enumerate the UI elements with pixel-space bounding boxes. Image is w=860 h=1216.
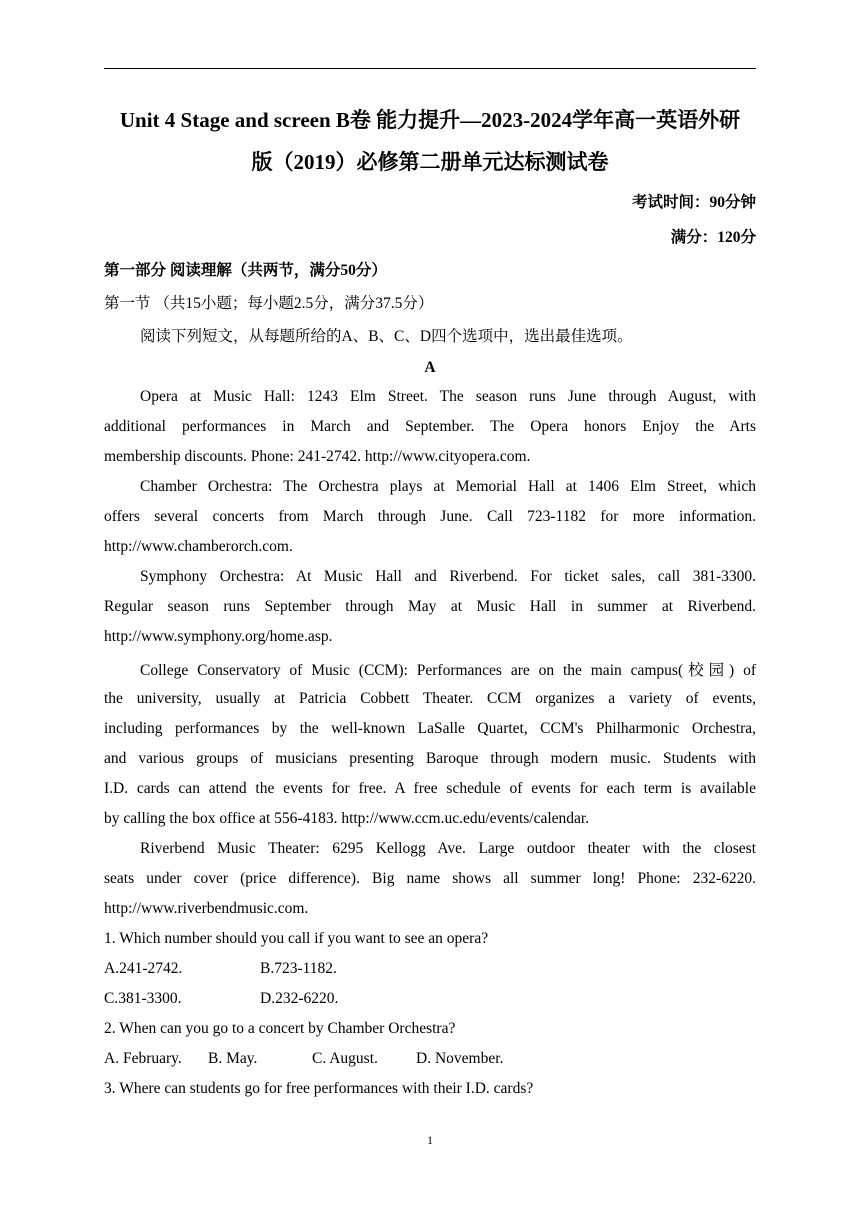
question-stem: 3. Where can students go for free performances with their I.D. cards?	[104, 1080, 534, 1097]
paragraph-line: including performances by the well-known LaSalle Quartet, CCM's Philharmonic Orchestra,	[104, 720, 756, 737]
instruction-text: 阅读下列短文，从每题所给的A、B、C、D四个选项中，选出最佳选项。	[140, 328, 633, 345]
part-heading: 第一部分 阅读理解（共两节，满分50分）	[104, 262, 387, 279]
question-stem: 1. Which number should you call if you want to see an opera?	[104, 930, 489, 947]
paragraph-line: College Conservatory of Music (CCM): Performances are on the main campus(校园) of	[140, 662, 756, 679]
page-title-line-2: 版（2019）必修第二册单元达标测试卷	[251, 150, 609, 174]
paragraph-line: Opera at Music Hall: 1243 Elm Street. The season runs June through August, with	[140, 388, 756, 405]
paragraph-line: http://www.chamberorch.com.	[104, 538, 293, 555]
paragraph-line: additional performances in March and September. The Opera honors Enjoy the Arts	[104, 418, 756, 435]
passage-label: A	[424, 359, 436, 376]
page-title-line-1: Unit 4 Stage and screen B卷 能力提升—2023-2024学年高一英语外研	[119, 108, 741, 132]
paragraph-line: I.D. cards can attend the events for free. A free schedule of events for each term is available	[104, 780, 756, 797]
question-option: A.241-2742.	[104, 960, 183, 977]
paragraph-line: Regular season runs September through May at Music Hall in summer at Riverbend.	[104, 598, 756, 615]
section-heading: 第一节 （共15小题；每小题2.5分，满分37.5分）	[104, 295, 434, 312]
paragraph-line: Symphony Orchestra: At Music Hall and Riverbend. For ticket sales, call 381-3300.	[140, 568, 756, 585]
header-rule	[104, 68, 756, 69]
exam-time: 考试时间：90分钟	[631, 194, 756, 211]
paragraph-line: Riverbend Music Theater: 6295 Kellogg Ave. Large outdoor theater with the closest	[140, 840, 756, 857]
paragraph-line: membership discounts. Phone: 241-2742. http://www.cityopera.com.	[104, 448, 531, 465]
question-option: D. November.	[416, 1050, 504, 1067]
page-number: 1	[427, 1133, 433, 1147]
full-score: 满分：120分	[670, 229, 756, 246]
paragraph-line: and various groups of musicians presenting Baroque through modern music. Students with	[104, 750, 756, 767]
paragraph-line: seats under cover (price difference). Big name shows all summer long! Phone: 232-6220.	[104, 870, 756, 887]
question-option: A. February.	[104, 1050, 182, 1067]
paragraph-line: http://www.symphony.org/home.asp.	[104, 628, 333, 645]
paragraph-line: Chamber Orchestra: The Orchestra plays at Memorial Hall at 1406 Elm Street, which	[140, 478, 756, 495]
question-option: C.381-3300.	[104, 990, 182, 1007]
paragraph-line: by calling the box office at 556-4183. http://www.ccm.uc.edu/events/calendar.	[104, 810, 590, 827]
paragraph-line: offers several concerts from March through June. Call 723-1182 for more information.	[104, 508, 756, 525]
paragraph-line: the university, usually at Patricia Cobbett Theater. CCM organizes a variety of events,	[104, 690, 756, 707]
question-option: C. August.	[312, 1050, 378, 1067]
question-option: B.723-1182.	[260, 960, 337, 977]
paragraph-line: http://www.riverbendmusic.com.	[104, 900, 309, 917]
question-option: D.232-6220.	[260, 990, 339, 1007]
question-stem: 2. When can you go to a concert by Chamber Orchestra?	[104, 1020, 456, 1037]
question-option: B. May.	[208, 1050, 258, 1067]
